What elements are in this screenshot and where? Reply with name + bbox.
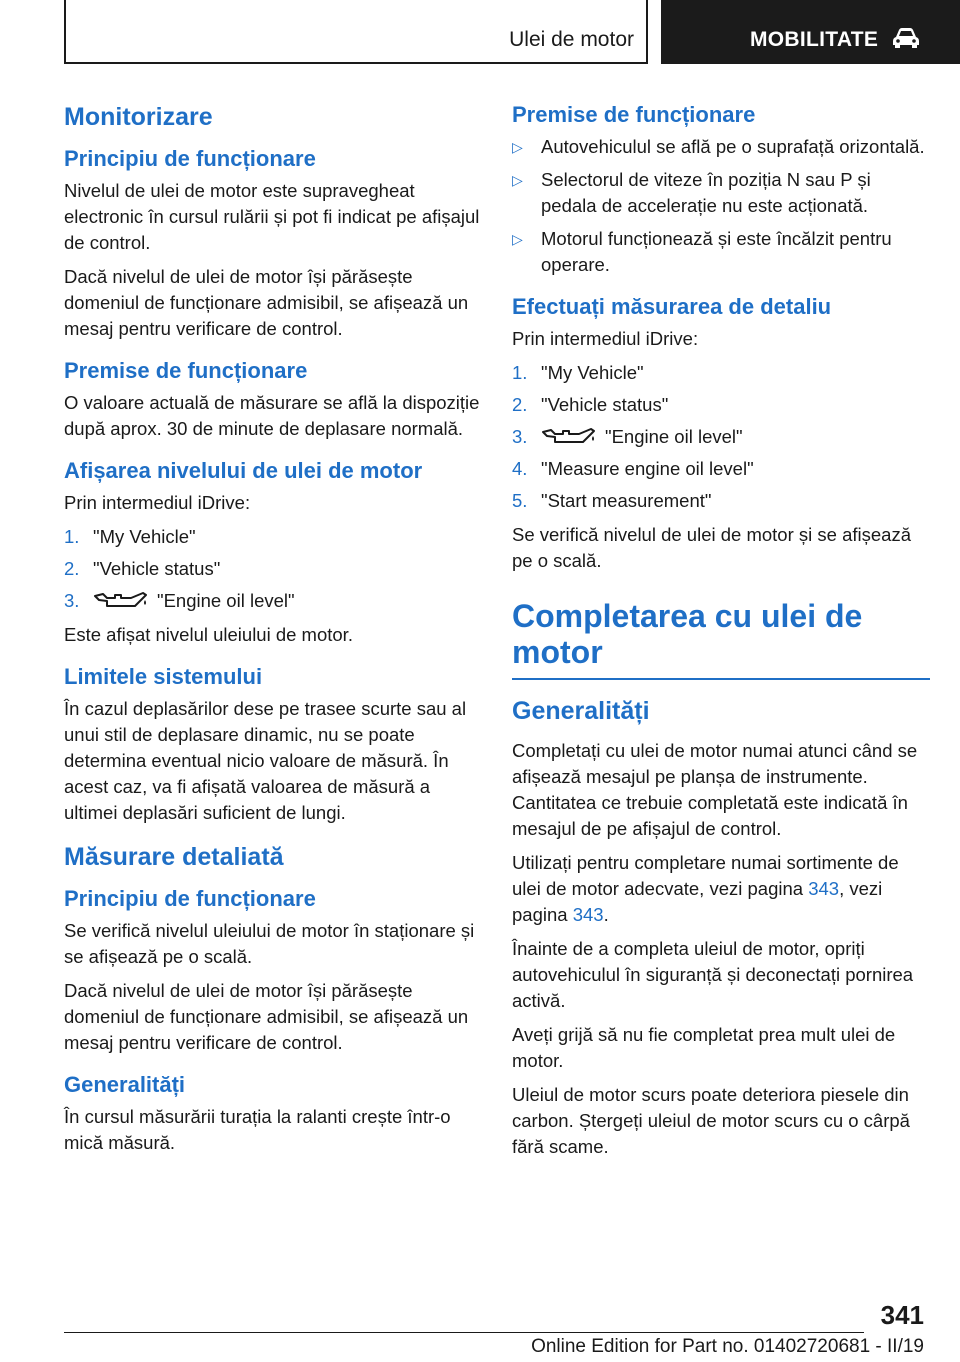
triangle-bullet-icon: ▷ xyxy=(512,172,523,188)
right-column xyxy=(512,100,930,1168)
list-item-text: Motorul funcționează și este încălzit pentru operare. xyxy=(541,228,892,275)
heading-general: Generalități xyxy=(512,697,650,725)
paragraph: Dacă nivelul de ulei de motor își părăsește domeniul de funcționare admisibil, se afișează un mesaj pentru verificare de control. xyxy=(64,266,469,339)
triangle-bullet-icon: ▷ xyxy=(512,231,523,247)
section-title: Ulei de motor xyxy=(509,28,634,51)
heading-refill-oil: Completarea cu ulei de motor xyxy=(512,598,930,680)
heading-premise: Premise de funcționare xyxy=(64,358,308,383)
list-item xyxy=(512,488,930,514)
paragraph xyxy=(512,850,930,928)
paragraph-text: . xyxy=(603,904,609,925)
step-number: 3. xyxy=(64,590,80,611)
step-number: 1. xyxy=(64,526,80,547)
oil-can-icon xyxy=(93,590,149,610)
list-item xyxy=(512,134,930,160)
paragraph-text: Utilizați pentru completare numai sortimente de ulei de motor adecvate, vezi pagina xyxy=(512,852,899,899)
list-item xyxy=(512,392,930,418)
step-number: 2. xyxy=(512,394,528,415)
heading-principle: Principiu de funcționare xyxy=(64,886,316,911)
list-item xyxy=(64,524,482,550)
header-chapter-box xyxy=(661,0,960,64)
step-number: 4. xyxy=(512,458,528,479)
steps-list xyxy=(512,360,930,514)
heading-oil-level-display: Afișarea nivelului de ulei de motor xyxy=(64,458,423,483)
triangle-bullet-icon: ▷ xyxy=(512,139,523,155)
page-reference-link[interactable]: 343 xyxy=(572,904,604,925)
step-text: "My Vehicle" xyxy=(541,362,644,383)
heading-general: Generalități xyxy=(64,1072,186,1097)
paragraph: Se verifică nivelul de ulei de motor și se afișează pe o scală. xyxy=(512,524,911,571)
heading-principle: Principiu de funcționare xyxy=(64,146,316,171)
page-reference-link[interactable]: 343 xyxy=(808,878,840,899)
step-number: 5. xyxy=(512,490,528,511)
paragraph: O valoare actuală de măsurare se află la dispoziție după aprox. 30 de minute de deplasare normală. xyxy=(64,392,480,439)
paragraph: Prin intermediul iDrive: xyxy=(64,492,251,513)
paragraph: Dacă nivelul de ulei de motor își părăsește domeniul de funcționare admisibil, se afișează un mesaj pentru verificare de control. xyxy=(64,980,469,1053)
heading-perform-measurement: Efectuați măsurarea de detaliu xyxy=(512,294,832,319)
paragraph-text: , vezi pagina xyxy=(512,878,883,925)
list-item xyxy=(64,556,482,582)
paragraph: În cursul măsurării turația la ralanti crește într-o mică măsură. xyxy=(64,1106,451,1153)
page-number: 341 xyxy=(880,1300,924,1330)
paragraph: Uleiul de motor scurs poate deteriora piesele din carbon. Ștergeți uleiul de motor scurs cu o cârpă fără scame. xyxy=(512,1084,910,1157)
paragraph: Nivelul de ulei de motor este supravegheat electronic în cursul rulării și pot fi indicat pe afișajul de control. xyxy=(64,180,480,253)
list-item xyxy=(64,588,482,614)
heading-premise: Premise de funcționare xyxy=(512,102,756,127)
paragraph: Înainte de a completa uleiul de motor, opriți autovehiculul în siguranță și deconectați pornirea activă. xyxy=(512,938,914,1011)
paragraph: Completați cu ulei de motor numai atunci când se afișează mesajul pe planșa de instrumente. Cantitatea ce trebuie completată este indicată în mesajul de pe afișajul de control. xyxy=(512,740,918,839)
step-text: "My Vehicle" xyxy=(93,526,196,547)
list-item xyxy=(512,226,930,278)
list-item xyxy=(512,167,930,219)
heading-monitoring: Monitorizare xyxy=(64,103,213,131)
list-item-text: Selectorul de viteze în poziția N sau P și pedala de accelerație nu este acționată. xyxy=(541,169,871,216)
steps-list xyxy=(64,524,482,614)
footer-edition: Online Edition for Part no. 01402720681 - II/19 xyxy=(531,1336,924,1357)
left-column xyxy=(64,100,482,1164)
conditions-list xyxy=(512,134,930,278)
step-number: 1. xyxy=(512,362,528,383)
paragraph: Prin intermediul iDrive: xyxy=(512,328,699,349)
step-text: "Measure engine oil level" xyxy=(541,458,754,479)
paragraph: Aveți grijă să nu fie completat prea mult ulei de motor. xyxy=(512,1024,896,1071)
car-icon xyxy=(891,26,921,50)
step-number: 3. xyxy=(512,426,528,447)
oil-can-icon xyxy=(541,426,597,446)
step-text: "Engine oil level" xyxy=(605,426,743,447)
footer-divider xyxy=(64,1332,864,1333)
paragraph: În cazul deplasărilor dese pe trasee scurte sau al unui stil de deplasare dinamic, nu se poate determina eventual nicio valoare de măsură. În acest caz, va fi afișată valoarea de măsură a ultimei deplasări suficient de lungi. xyxy=(64,698,467,823)
step-number: 2. xyxy=(64,558,80,579)
list-item xyxy=(512,424,930,450)
paragraph: Se verifică nivelul uleiului de motor în staționare și se afișează pe o scală. xyxy=(64,920,475,967)
header-section-box xyxy=(64,0,648,64)
chapter-title: MOBILITATE xyxy=(750,28,879,51)
step-text: "Vehicle status" xyxy=(93,558,221,579)
step-text: "Start measurement" xyxy=(541,490,712,511)
list-item-text: Autovehiculul se află pe o suprafață orizontală. xyxy=(541,136,925,157)
list-item xyxy=(512,360,930,386)
paragraph: Este afișat nivelul uleiului de motor. xyxy=(64,624,353,645)
step-text: "Engine oil level" xyxy=(157,590,295,611)
heading-system-limits: Limitele sistemului xyxy=(64,664,263,689)
step-text: "Vehicle status" xyxy=(541,394,669,415)
list-item xyxy=(512,456,930,482)
heading-detailed-measurement: Măsurare detaliată xyxy=(64,843,284,871)
